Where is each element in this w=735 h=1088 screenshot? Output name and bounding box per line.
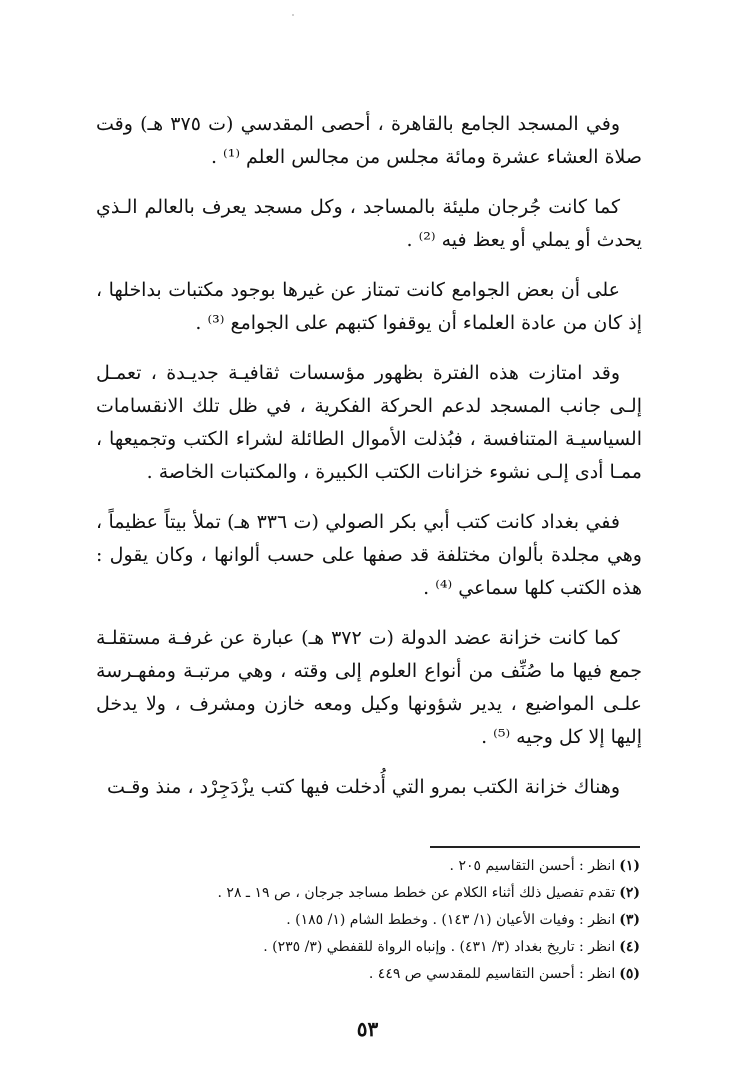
footnote-divider	[430, 846, 640, 848]
paragraph-2: كما كانت جُرجان مليئة بالمساجد ، وكل مسجد يعرف بالعالم الـذي يحدث أو يملي أو يعظ فيه ⁽²⁾ .	[96, 196, 642, 251]
paragraph-4: وقد امتازت هذه الفترة بظهور مؤسسات ثقافيـة جديـدة ، تعمـل إلـى جانب المسجد لدعم الحركة الفكرية ، في ظل تلك الانقسامات السياسيـة المتنافسة ، فبُذلت الأموال الطائلة لشراء الكتب وتجميعها ، ممـا أدى إلـى نشوء خزانات الكتب الكبيرة ، والمكتبات الخاصة .	[96, 362, 642, 483]
footnote-2	[150, 880, 640, 907]
footnotes	[150, 853, 640, 988]
footnote-text: انظر : وفيات الأعيان (١/ ١٤٣) . وخطط الشام (١/ ١٨٥) .	[286, 912, 616, 928]
footnote-5	[150, 961, 640, 988]
footnote-number: (٥)	[619, 966, 640, 982]
footnote-number: (٣)	[619, 912, 640, 928]
footnote-1	[150, 853, 640, 880]
paragraph-7: وهناك خزانة الكتب بمرو التي أُدخلت فيها كتب يزْدَجِرْد ، منذ وقـت	[107, 776, 620, 798]
footnote-text: انظر : أحسن التقاسيم للمقدسي ص ٤٤٩ .	[368, 966, 616, 982]
footnote-number: (٢)	[619, 885, 640, 901]
paragraph-3: على أن بعض الجوامع كانت تمتاز عن غيرها بوجود مكتبات بداخلها ، إذ كان من عادة العلماء أن يوقفوا كتبهم على الجوامع ⁽³⁾ .	[96, 279, 642, 334]
footnote-number: (١)	[619, 858, 640, 874]
footnote-number: (٤)	[619, 939, 640, 955]
main-text	[96, 108, 642, 804]
paragraph-6: كما كانت خزانة عضد الدولة (ت ٣٧٢ هـ) عبارة عن غرفـة مستقلـة جمع فيها ما صُنِّف من أنواع العلوم إلى وقته ، وهي مرتبـة ومفهـرسة علـى المواضيع ، يدير شؤونها وكيل ومعه خازن ومشرف ، ولا يدخل إليها إلا كل وجيه ⁽⁵⁾ .	[96, 627, 642, 748]
footnote-4	[150, 934, 640, 961]
page-number: ٥٣	[356, 1017, 379, 1041]
footnote-text: انظر : تاريخ بغداد (٣/ ٤٣١) . وإنباه الرواة للقفطي (٣/ ٢٣٥) .	[263, 939, 616, 955]
paragraph-1: وفي المسجد الجامع بالقاهرة ، أحصى المقدسي (ت ٣٧٥ هـ) وقت صلاة العشاء عشرة ومائة مجلس من مجالس العلم ⁽¹⁾ .	[96, 113, 642, 168]
footnote-3	[150, 907, 640, 934]
paragraph-5: ففي بغداد كانت كتب أبي بكر الصولي (ت ٣٣٦ هـ) تملأ بيتاً عظيماً ، وهي مجلدة بألوان مختلفة قد صفها على حسب ألوانها ، وكان يقول : هذه الكتب كلها سماعي ⁽⁴⁾ .	[96, 511, 642, 599]
scan-speck	[292, 14, 294, 16]
footnote-text: انظر : أحسن التقاسيم ٢٠٥ .	[449, 858, 616, 874]
footnote-text: تقدم تفصيل ذلك أثناء الكلام عن خطط مساجد جرجان ، ص ١٩ ـ ٢٨ .	[217, 885, 616, 901]
